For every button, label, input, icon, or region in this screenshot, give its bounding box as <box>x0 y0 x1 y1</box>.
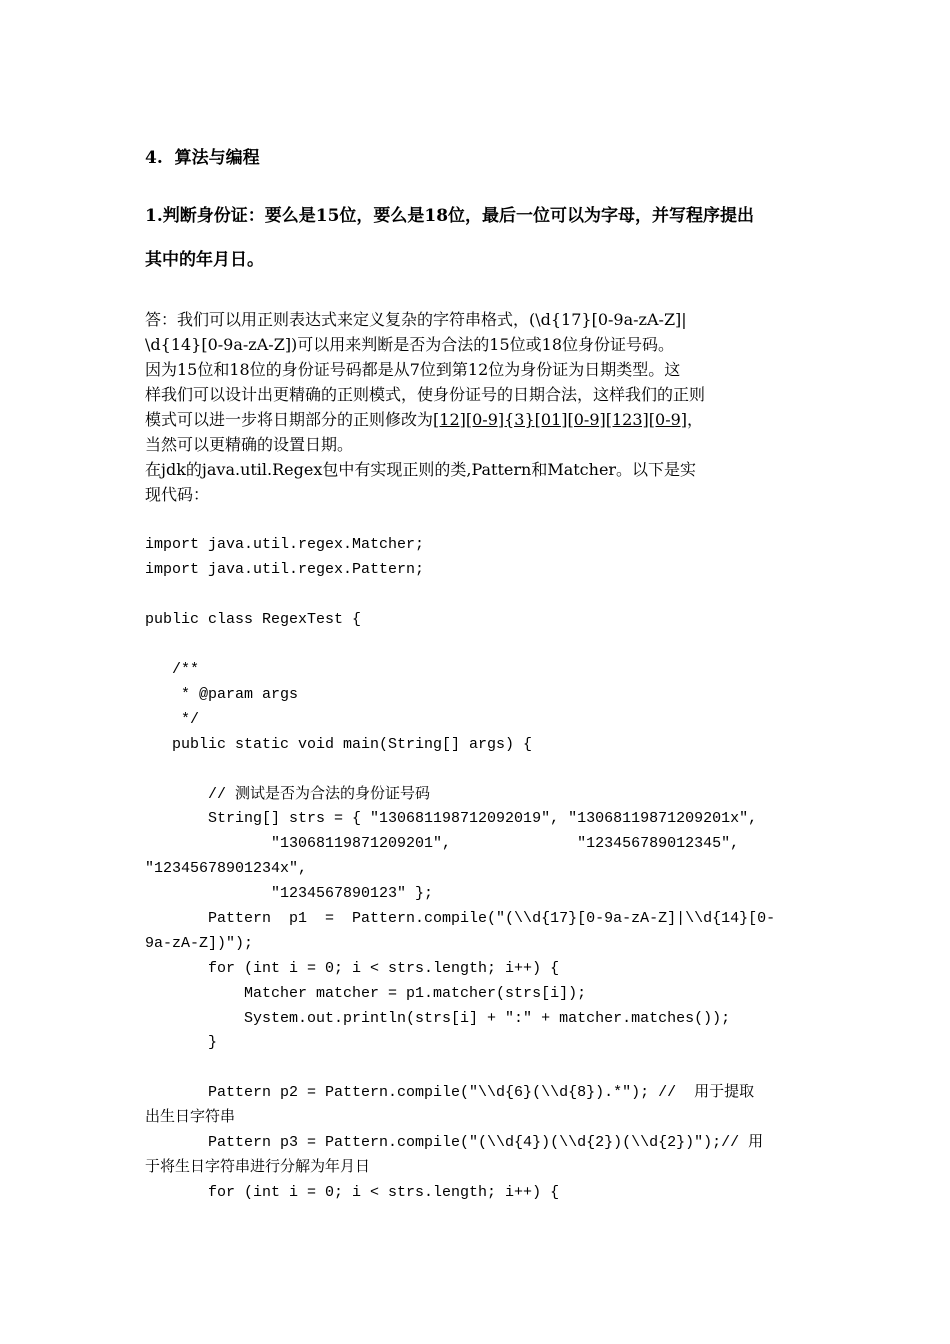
code-line: /** <box>145 661 200 678</box>
code-line: "12345678901234x", <box>145 860 308 877</box>
code-line: String[] strs = { "130681198712092019", "13068119871209201x", <box>145 810 758 827</box>
answer-line-4: 样我们可以设计出更精确的正则模式，使身份证号的日期合法，这样我们的正则 <box>145 385 706 404</box>
code-line: } <box>145 1034 218 1051</box>
code-line: public static void main(String[] args) { <box>145 736 533 753</box>
answer-line-5 <box>145 407 810 432</box>
answer-line-2: \d{14}[0-9a-zA-Z])可以用来判断是否为合法的15位或18位身份证号码。 <box>145 335 675 354</box>
code-line: 于将生日字符串进行分解为年月日 <box>145 1159 371 1176</box>
code-line: for (int i = 0; i < strs.length; i++) { <box>145 960 560 977</box>
answer-line-3: 因为15位和18位的身份证号码都是从7位到第12位为身份证为日期类型。这 <box>145 360 681 379</box>
question-line-2: 其中的年月日。 <box>145 250 264 270</box>
answer-line-7: 在jdk的java.util.Regex包中有实现正则的类,Pattern和Matcher。以下是实 <box>145 460 697 479</box>
section-heading: 4. 算法与编程 <box>145 148 260 168</box>
answer-line-5-prefix: 模式可以进一步将日期部分的正则修改为 <box>145 410 434 429</box>
code-line: Pattern p3 = Pattern.compile("(\\d{4})(\\d{2})(\\d{2})");// 用 <box>145 1134 764 1151</box>
code-line: import java.util.regex.Pattern; <box>145 561 425 578</box>
question-line-1: 1.判断身份证：要么是15位，要么是18位，最后一位可以为字母，并写程序提出 <box>145 206 755 226</box>
code-line: public class RegexTest { <box>145 611 362 628</box>
answer-line-1: 答：我们可以用正则表达式来定义复杂的字符串格式，(\d{17}[0-9a-zA-Z]| <box>145 310 687 329</box>
code-line: Pattern p1 = Pattern.compile("(\\d{17}[0-9a-zA-Z]|\\d{14}[0- <box>145 910 776 927</box>
code-line: import java.util.regex.Matcher; <box>145 536 425 553</box>
code-line: 出生日字符串 <box>145 1109 236 1126</box>
code-comment: // 测试是否为合法的身份证号码 <box>145 786 431 803</box>
date-regex-underlined: [12][0-9]{3}[01][0-9][123][0-9] <box>433 410 688 429</box>
code-line: "1234567890123" }; <box>145 885 434 902</box>
code-line: for (int i = 0; i < strs.length; i++) { <box>145 1184 560 1201</box>
answer-line-6: 当然可以更精确的设置日期。 <box>145 435 354 454</box>
code-line: Matcher matcher = p1.matcher(strs[i]); <box>145 985 587 1002</box>
answer-line-5-suffix: ， <box>687 410 704 429</box>
code-line: 9a-zA-Z])"); <box>145 935 254 952</box>
code-line: */ <box>145 711 200 728</box>
answer-line-8: 现代码： <box>145 485 210 504</box>
code-line: * @param args <box>145 686 299 703</box>
code-line: System.out.println(strs[i] + ":" + matcher.matches()); <box>145 1010 731 1027</box>
code-line: "13068119871209201", "123456789012345", <box>145 835 740 852</box>
code-line: Pattern p2 = Pattern.compile("\\d{6}(\\d{8}).*"); // 用于提取 <box>145 1084 755 1101</box>
